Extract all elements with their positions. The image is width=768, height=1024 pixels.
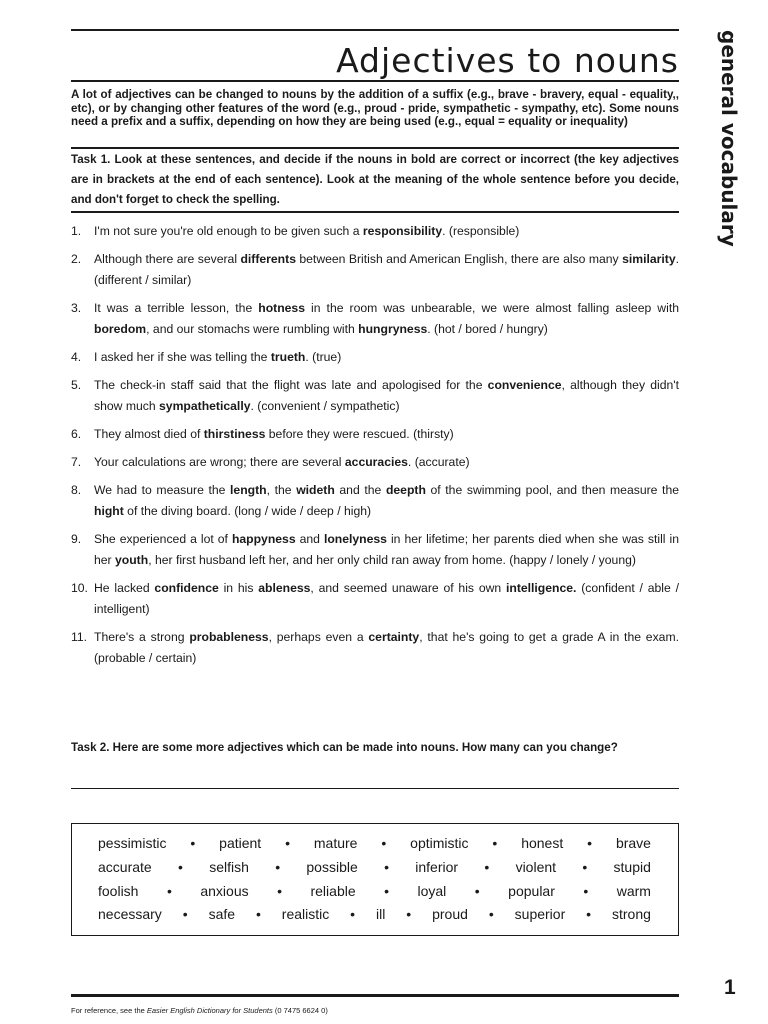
sentence-fragment: . (different / similar) <box>94 252 679 287</box>
intro-rule <box>71 147 679 149</box>
noun-to-check: similarity <box>622 252 676 266</box>
sentence-number: 4. <box>71 350 82 364</box>
sentence-number: 8. <box>71 483 82 497</box>
adjective-word: strong <box>612 906 651 922</box>
sentence-item <box>71 529 679 571</box>
sentence-number: 10. <box>71 581 88 595</box>
noun-to-check: probableness <box>189 630 269 644</box>
bullet-separator: • <box>255 906 261 922</box>
sentence-number: 9. <box>71 532 82 546</box>
adjective-word: pessimistic <box>98 835 167 851</box>
word-row <box>98 834 651 852</box>
sentence-fragment: in her lifetime; her parents died when she was still in her <box>94 532 679 567</box>
adjective-word: reliable <box>310 883 356 899</box>
sentence-text <box>94 452 679 473</box>
adjective-word: popular <box>508 883 555 899</box>
sentence-fragment: The check-in staff said that the flight was late and apologised for the <box>94 378 488 392</box>
bullet-separator: • <box>586 906 592 922</box>
adjective-word: realistic <box>281 906 330 922</box>
noun-to-check: length <box>230 483 267 497</box>
sentence-item <box>71 424 679 445</box>
sentence-fragment: of the diving board. (long / wide / deep / high) <box>123 504 372 518</box>
task1-rule <box>71 211 679 213</box>
sentence-text <box>94 347 679 368</box>
intro-paragraph: A lot of adjectives can be changed to nouns by the addition of a suffix (e.g., brave - bravery, equal - equality,, etc), or by changing other features of the word (e.g., proud - pride, sympathetic - sympathy, etc). Some nouns need a prefix and a suffix, depending on how they are being used (e.g., equal = equality or inequality) <box>71 88 679 128</box>
noun-to-check: intelligence. <box>505 581 577 595</box>
sentence-fragment: , perhaps even a <box>268 630 369 644</box>
bullet-separator: • <box>474 883 480 899</box>
sentence-item <box>71 298 679 340</box>
sentence-fragment: of the swimming pool, and then measure the <box>425 483 679 497</box>
noun-to-check: youth <box>115 553 149 567</box>
sentence-fragment: . (accurate) <box>407 455 470 469</box>
word-row <box>98 858 651 876</box>
sentence-text <box>94 249 679 291</box>
footer-book-title: Easier English Dictionary for Students <box>146 1006 273 1015</box>
sentence-item <box>71 452 679 473</box>
sentence-text <box>94 298 679 340</box>
bullet-separator: • <box>190 835 196 851</box>
sentence-number: 7. <box>71 455 82 469</box>
sentence-fragment: He lacked <box>94 581 155 595</box>
sentence-text <box>94 627 679 669</box>
bullet-separator: • <box>406 906 412 922</box>
sentence-text <box>94 578 679 620</box>
adjective-word: stupid <box>613 859 651 875</box>
adjective-word: brave <box>615 835 651 851</box>
noun-to-check: wideth <box>296 483 335 497</box>
bullet-separator: • <box>285 835 290 851</box>
bullet-separator: • <box>583 883 589 899</box>
sentence-fragment: , that he's going to get a grade A in the exam. (probable / certain) <box>94 630 679 665</box>
adjective-word: warm <box>616 883 651 899</box>
sentence-fragment: , and our stomachs were rumbling with <box>146 322 359 336</box>
sentence-fragment: , and seemed unaware of his own <box>310 581 506 595</box>
sentence-item <box>71 347 679 368</box>
noun-to-check: differents <box>240 252 296 266</box>
sentence-text <box>94 221 679 242</box>
adjective-word: foolish <box>98 883 139 899</box>
bullet-separator: • <box>384 883 390 899</box>
sentence-number: 11. <box>71 630 88 644</box>
noun-to-check: happyness <box>231 532 296 546</box>
adjective-word: necessary <box>98 906 162 922</box>
sentence-item <box>71 627 679 669</box>
sentence-fragment: , her first husband left her, and her only child ran away from home. (happy / lonely / young) <box>148 553 636 567</box>
sentence-fragment: . (hot / bored / hungry) <box>427 322 548 336</box>
noun-to-check: hungryness <box>358 322 428 336</box>
sentence-fragment: Your calculations are wrong; there are several <box>94 455 345 469</box>
adjective-word: possible <box>306 859 358 875</box>
bullet-separator: • <box>484 859 490 875</box>
noun-to-check: convenience <box>487 378 562 392</box>
noun-to-check: sympathetically <box>159 399 251 413</box>
noun-to-check: deepth <box>385 483 426 497</box>
noun-to-check: boredom <box>94 322 147 336</box>
sentence-fragment: We had to measure the <box>94 483 231 497</box>
sentence-text <box>94 375 679 417</box>
adjective-word: loyal <box>417 883 447 899</box>
sentence-fragment: There's a strong <box>94 630 190 644</box>
sentence-fragment: She experienced a lot of <box>94 532 232 546</box>
sentence-fragment: Although there are several <box>94 252 241 266</box>
bullet-separator: • <box>492 835 498 851</box>
adjective-word: mature <box>313 835 358 851</box>
adjective-word: optimistic <box>410 835 469 851</box>
sentence-number: 5. <box>71 378 82 392</box>
page-number: 1 <box>724 976 736 999</box>
noun-to-check: hotness <box>258 301 305 315</box>
adjective-word: proud <box>432 906 468 922</box>
bullet-separator: • <box>488 906 494 922</box>
noun-to-check: hight <box>94 504 124 518</box>
sentence-text <box>94 424 679 445</box>
adjective-word: inferior <box>415 859 459 875</box>
sentence-number: 2. <box>71 252 82 266</box>
adjective-word: selfish <box>209 859 249 875</box>
footer-isbn: (0 7475 6624 0) <box>272 1006 328 1015</box>
page-title: Adjectives to nouns <box>336 41 679 80</box>
sentence-number: 6. <box>71 427 82 441</box>
bullet-separator: • <box>350 906 356 922</box>
bullet-separator: • <box>381 835 387 851</box>
noun-to-check: certainty <box>368 630 420 644</box>
sentence-fragment: (confident / able / intelligent) <box>94 581 679 616</box>
noun-to-check: accuracies <box>344 455 408 469</box>
reference-footer <box>71 1006 328 1015</box>
noun-to-check: thirstiness <box>203 427 266 441</box>
sentence-fragment: between British and American English, there are also many <box>295 252 623 266</box>
sentence-number: 3. <box>71 301 82 315</box>
adjective-word: ill <box>376 906 386 922</box>
sentence-fragment: It was a terrible lesson, the <box>94 301 259 315</box>
sentence-list <box>71 221 679 676</box>
bullet-separator: • <box>178 859 183 875</box>
adjective-word: safe <box>208 906 236 922</box>
bullet-separator: • <box>182 906 188 922</box>
side-label <box>709 30 741 247</box>
task2-rule <box>71 788 679 789</box>
task2-instructions: Task 2. Here are some more adjectives which can be made into nouns. How many can you change? <box>71 741 618 754</box>
noun-to-check: responsibility <box>362 224 443 238</box>
task1-instructions: Task 1. Look at these sentences, and decide if the nouns in bold are correct or incorrect (the key adjectives are in brackets at the end of each sentence). Look at the meaning of the whole sentence before you decide, and don't forget to check the spelling. <box>71 153 679 206</box>
adjective-word: anxious <box>200 883 249 899</box>
sentence-item <box>71 375 679 417</box>
footer-prefix: For reference, see the <box>71 1006 147 1015</box>
title-rule <box>71 80 679 82</box>
sentence-fragment: . (responsible) <box>442 224 520 238</box>
top-rule <box>71 29 679 31</box>
sentence-item <box>71 249 679 291</box>
sentence-text <box>94 480 679 522</box>
sentence-fragment: . (true) <box>305 350 342 364</box>
worksheet-page <box>71 0 679 1024</box>
bullet-separator: • <box>384 859 389 875</box>
sentence-number: 1. <box>71 224 82 238</box>
noun-to-check: trueth <box>270 350 306 364</box>
word-row <box>98 882 651 900</box>
sentence-item <box>71 578 679 620</box>
adjective-word: honest <box>521 835 564 851</box>
sentence-item <box>71 480 679 522</box>
bullet-separator: • <box>166 883 172 899</box>
sentence-fragment: . (convenient / sympathetic) <box>250 399 400 413</box>
sentence-fragment: in his <box>218 581 259 595</box>
sentence-fragment: , although they didn't show much <box>94 378 679 413</box>
adjective-word-box <box>71 823 679 936</box>
bullet-separator: • <box>582 859 588 875</box>
bullet-separator: • <box>275 859 281 875</box>
sentence-fragment: I'm not sure you're old enough to be given such a <box>94 224 363 238</box>
adjective-word: patient <box>219 835 262 851</box>
sentence-fragment: in the room was unbearable, we were almost falling asleep with <box>305 301 679 315</box>
sentence-fragment: I asked her if she was telling the <box>94 350 271 364</box>
section-label: general vocabulary <box>717 30 741 247</box>
sentence-text <box>94 529 679 571</box>
sentence-fragment: and <box>295 532 324 546</box>
bullet-separator: • <box>277 883 282 899</box>
noun-to-check: ableness <box>258 581 311 595</box>
word-row <box>98 905 651 923</box>
sentence-fragment: They almost died of <box>94 427 204 441</box>
noun-to-check: lonelyness <box>323 532 387 546</box>
bullet-separator: • <box>587 835 593 851</box>
sentence-fragment: and the <box>334 483 386 497</box>
bottom-rule <box>71 994 679 997</box>
sentence-fragment: before they were rescued. (thirsty) <box>265 427 454 441</box>
adjective-word: superior <box>514 906 566 922</box>
sentence-item <box>71 221 679 242</box>
noun-to-check: confidence <box>154 581 219 595</box>
adjective-word: violent <box>515 859 557 875</box>
adjective-word: accurate <box>98 859 152 875</box>
sentence-fragment: , the <box>266 483 297 497</box>
